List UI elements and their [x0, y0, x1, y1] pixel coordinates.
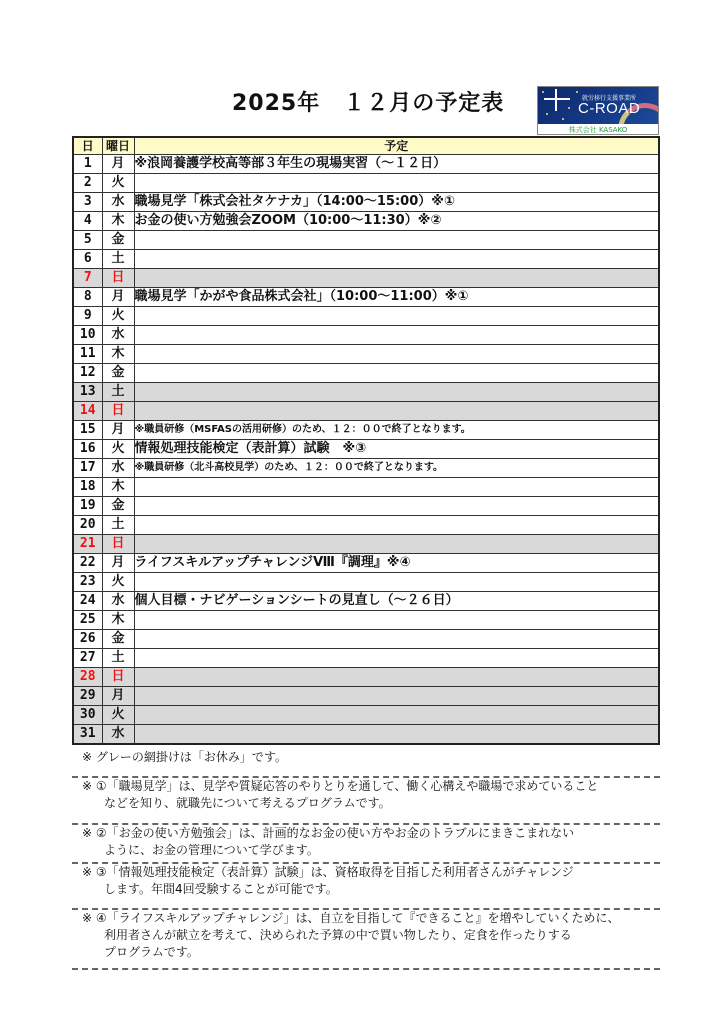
day-cell: 30 — [73, 706, 102, 725]
day-cell: 8 — [73, 288, 102, 307]
weekday-cell: 木 — [102, 611, 134, 630]
weekday-cell: 水 — [102, 592, 134, 611]
weekday-cell: 水 — [102, 459, 134, 478]
schedule-cell — [134, 364, 659, 383]
weekday-cell: 月 — [102, 421, 134, 440]
schedule-cell — [134, 535, 659, 554]
schedule-cell — [134, 326, 659, 345]
star-icon — [546, 113, 548, 115]
table-row — [73, 725, 659, 745]
weekday-cell: 火 — [102, 440, 134, 459]
star-icon — [542, 91, 544, 93]
table-row — [73, 307, 659, 326]
note-3-line2: します。年間4回受験することが可能です。 — [104, 882, 338, 896]
table-header-row — [73, 137, 659, 155]
schedule-cell: 職場見学「株式会社タケナカ」（14:00～15:00）※① — [134, 193, 659, 212]
schedule-cell — [134, 307, 659, 326]
star-icon — [562, 118, 564, 120]
weekday-cell: 金 — [102, 364, 134, 383]
day-cell: 7 — [73, 269, 102, 288]
day-cell: 14 — [73, 402, 102, 421]
page-title: 2025年 １２月の予定表 — [232, 91, 505, 116]
schedule-cell — [134, 231, 659, 250]
table-row — [73, 497, 659, 516]
schedule-cell — [134, 383, 659, 402]
schedule-cell — [134, 725, 659, 745]
holiday-legend: ※ グレーの網掛けは「お休み」です。 — [82, 750, 287, 764]
table-row — [73, 687, 659, 706]
table-row — [73, 288, 659, 307]
schedule-cell: ※職員研修（MSFASの活用研修）のため、１２：００で終了となります。 — [134, 421, 659, 440]
weekday-cell: 日 — [102, 535, 134, 554]
weekday-cell: 金 — [102, 497, 134, 516]
logo-subtitle: 就労移行支援事業所 — [582, 95, 637, 102]
column-header-day: 日 — [73, 137, 102, 155]
day-cell: 19 — [73, 497, 102, 516]
table-row — [73, 364, 659, 383]
day-cell: 4 — [73, 212, 102, 231]
day-cell: 23 — [73, 573, 102, 592]
table-row — [73, 402, 659, 421]
schedule-cell — [134, 649, 659, 668]
weekday-cell: 土 — [102, 383, 134, 402]
note-2 — [82, 825, 662, 859]
note-4 — [82, 910, 662, 961]
star-icon — [568, 107, 570, 109]
table-row — [73, 459, 659, 478]
day-cell: 25 — [73, 611, 102, 630]
table-row — [73, 155, 659, 174]
table-row — [73, 421, 659, 440]
schedule-cell — [134, 630, 659, 649]
weekday-cell: 水 — [102, 725, 134, 745]
table-row — [73, 478, 659, 497]
table-row — [73, 573, 659, 592]
weekday-cell: 火 — [102, 307, 134, 326]
note-2-line1: ※ ②「お金の使い方勉強会」は、計画的なお金の使い方やお金のトラブルにまきこまれない — [82, 826, 575, 840]
schedule-cell — [134, 345, 659, 364]
schedule-cell — [134, 687, 659, 706]
weekday-cell: 水 — [102, 326, 134, 345]
schedule-cell — [134, 402, 659, 421]
note-2-line2: ように、お金の管理について学びます。 — [104, 843, 319, 857]
c-road-logo — [537, 86, 659, 135]
schedule-cell — [134, 706, 659, 725]
schedule-cell — [134, 174, 659, 193]
day-cell: 22 — [73, 554, 102, 573]
weekday-cell: 月 — [102, 155, 134, 174]
table-row — [73, 250, 659, 269]
logo-company: 株式会社 KASAKO — [538, 124, 658, 135]
schedule-body — [73, 155, 659, 745]
weekday-cell: 土 — [102, 649, 134, 668]
day-cell: 21 — [73, 535, 102, 554]
star-icon — [576, 91, 578, 93]
day-cell: 10 — [73, 326, 102, 345]
table-row — [73, 440, 659, 459]
table-row — [73, 516, 659, 535]
table-row — [73, 668, 659, 687]
table-row — [73, 554, 659, 573]
day-cell: 17 — [73, 459, 102, 478]
table-row — [73, 630, 659, 649]
day-cell: 24 — [73, 592, 102, 611]
table-row — [73, 383, 659, 402]
day-cell: 2 — [73, 174, 102, 193]
table-row — [73, 212, 659, 231]
weekday-cell: 日 — [102, 668, 134, 687]
note-1-line2: などを知り、就職先について考えるプログラムです。 — [104, 796, 391, 810]
table-row — [73, 706, 659, 725]
day-cell: 6 — [73, 250, 102, 269]
day-cell: 13 — [73, 383, 102, 402]
day-cell: 18 — [73, 478, 102, 497]
schedule-cell: 職場見学「かがや食品株式会社」（10:00～11:00）※① — [134, 288, 659, 307]
schedule-cell — [134, 668, 659, 687]
column-header-weekday: 曜日 — [102, 137, 134, 155]
weekday-cell: 木 — [102, 212, 134, 231]
note-4-line1: ※ ④「ライフスキルアップチャレンジ」は、自立を目指して『できること』を増やしていくために、 — [82, 911, 620, 925]
day-cell: 20 — [73, 516, 102, 535]
day-cell: 1 — [73, 155, 102, 174]
schedule-cell: お金の使い方勉強会ZOOM（10:00～11:30）※② — [134, 212, 659, 231]
table-row — [73, 174, 659, 193]
logo-name: C-ROAD — [578, 100, 641, 117]
cross-icon-vertical — [555, 89, 557, 111]
weekday-cell: 木 — [102, 478, 134, 497]
schedule-cell: ※職員研修（北斗高校見学）のため、１２：００で終了となります。 — [134, 459, 659, 478]
weekday-cell: 木 — [102, 345, 134, 364]
note-4-line2: 利用者さんが献立を考えて、決められた予算の中で買い物したり、定食を作ったりする — [104, 928, 572, 942]
day-cell: 29 — [73, 687, 102, 706]
note-4-line3: プログラムです。 — [104, 945, 199, 959]
weekday-cell: 土 — [102, 250, 134, 269]
schedule-cell — [134, 497, 659, 516]
schedule-cell: 個人目標・ナビゲーションシートの見直し（～２６日） — [134, 592, 659, 611]
weekday-cell: 金 — [102, 231, 134, 250]
weekday-cell: 金 — [102, 630, 134, 649]
schedule-cell: ライフスキルアップチャレンジⅧ『調理』※④ — [134, 554, 659, 573]
schedule-cell — [134, 573, 659, 592]
weekday-cell: 土 — [102, 516, 134, 535]
note-1 — [82, 778, 662, 812]
table-row — [73, 269, 659, 288]
schedule-cell — [134, 478, 659, 497]
column-header-schedule: 予定 — [134, 137, 659, 155]
weekday-cell: 月 — [102, 554, 134, 573]
schedule-table — [72, 136, 660, 745]
table-row — [73, 193, 659, 212]
schedule-cell — [134, 611, 659, 630]
weekday-cell: 水 — [102, 193, 134, 212]
day-cell: 15 — [73, 421, 102, 440]
schedule-cell — [134, 269, 659, 288]
weekday-cell: 月 — [102, 687, 134, 706]
table-row — [73, 611, 659, 630]
weekday-cell: 日 — [102, 269, 134, 288]
note-3 — [82, 864, 662, 898]
day-cell: 31 — [73, 725, 102, 745]
schedule-cell: 情報処理技能検定（表計算）試験 ※③ — [134, 440, 659, 459]
note-1-line1: ※ ①「職場見学」は、見学や質疑応答のやりとりを通して、働く心構えや職場で求めていること — [82, 779, 599, 793]
day-cell: 28 — [73, 668, 102, 687]
cross-icon — [544, 98, 570, 100]
weekday-cell: 火 — [102, 706, 134, 725]
schedule-cell — [134, 250, 659, 269]
table-row — [73, 231, 659, 250]
table-row — [73, 535, 659, 554]
weekday-cell: 月 — [102, 288, 134, 307]
day-cell: 27 — [73, 649, 102, 668]
table-row — [73, 326, 659, 345]
weekday-cell: 日 — [102, 402, 134, 421]
schedule-cell — [134, 516, 659, 535]
weekday-cell: 火 — [102, 174, 134, 193]
note-3-line1: ※ ③「情報処理技能検定（表計算）試験」は、資格取得を目指した利用者さんがチャレンジ — [82, 865, 574, 879]
table-row — [73, 345, 659, 364]
schedule-cell: ※浪岡養護学校高等部３年生の現場実習（～１２日） — [134, 155, 659, 174]
day-cell: 5 — [73, 231, 102, 250]
day-cell: 26 — [73, 630, 102, 649]
day-cell: 12 — [73, 364, 102, 383]
day-cell: 11 — [73, 345, 102, 364]
weekday-cell: 火 — [102, 573, 134, 592]
table-row — [73, 649, 659, 668]
logo-banner — [538, 87, 658, 124]
day-cell: 9 — [73, 307, 102, 326]
dashed-divider — [72, 968, 660, 970]
day-cell: 3 — [73, 193, 102, 212]
day-cell: 16 — [73, 440, 102, 459]
table-row — [73, 592, 659, 611]
